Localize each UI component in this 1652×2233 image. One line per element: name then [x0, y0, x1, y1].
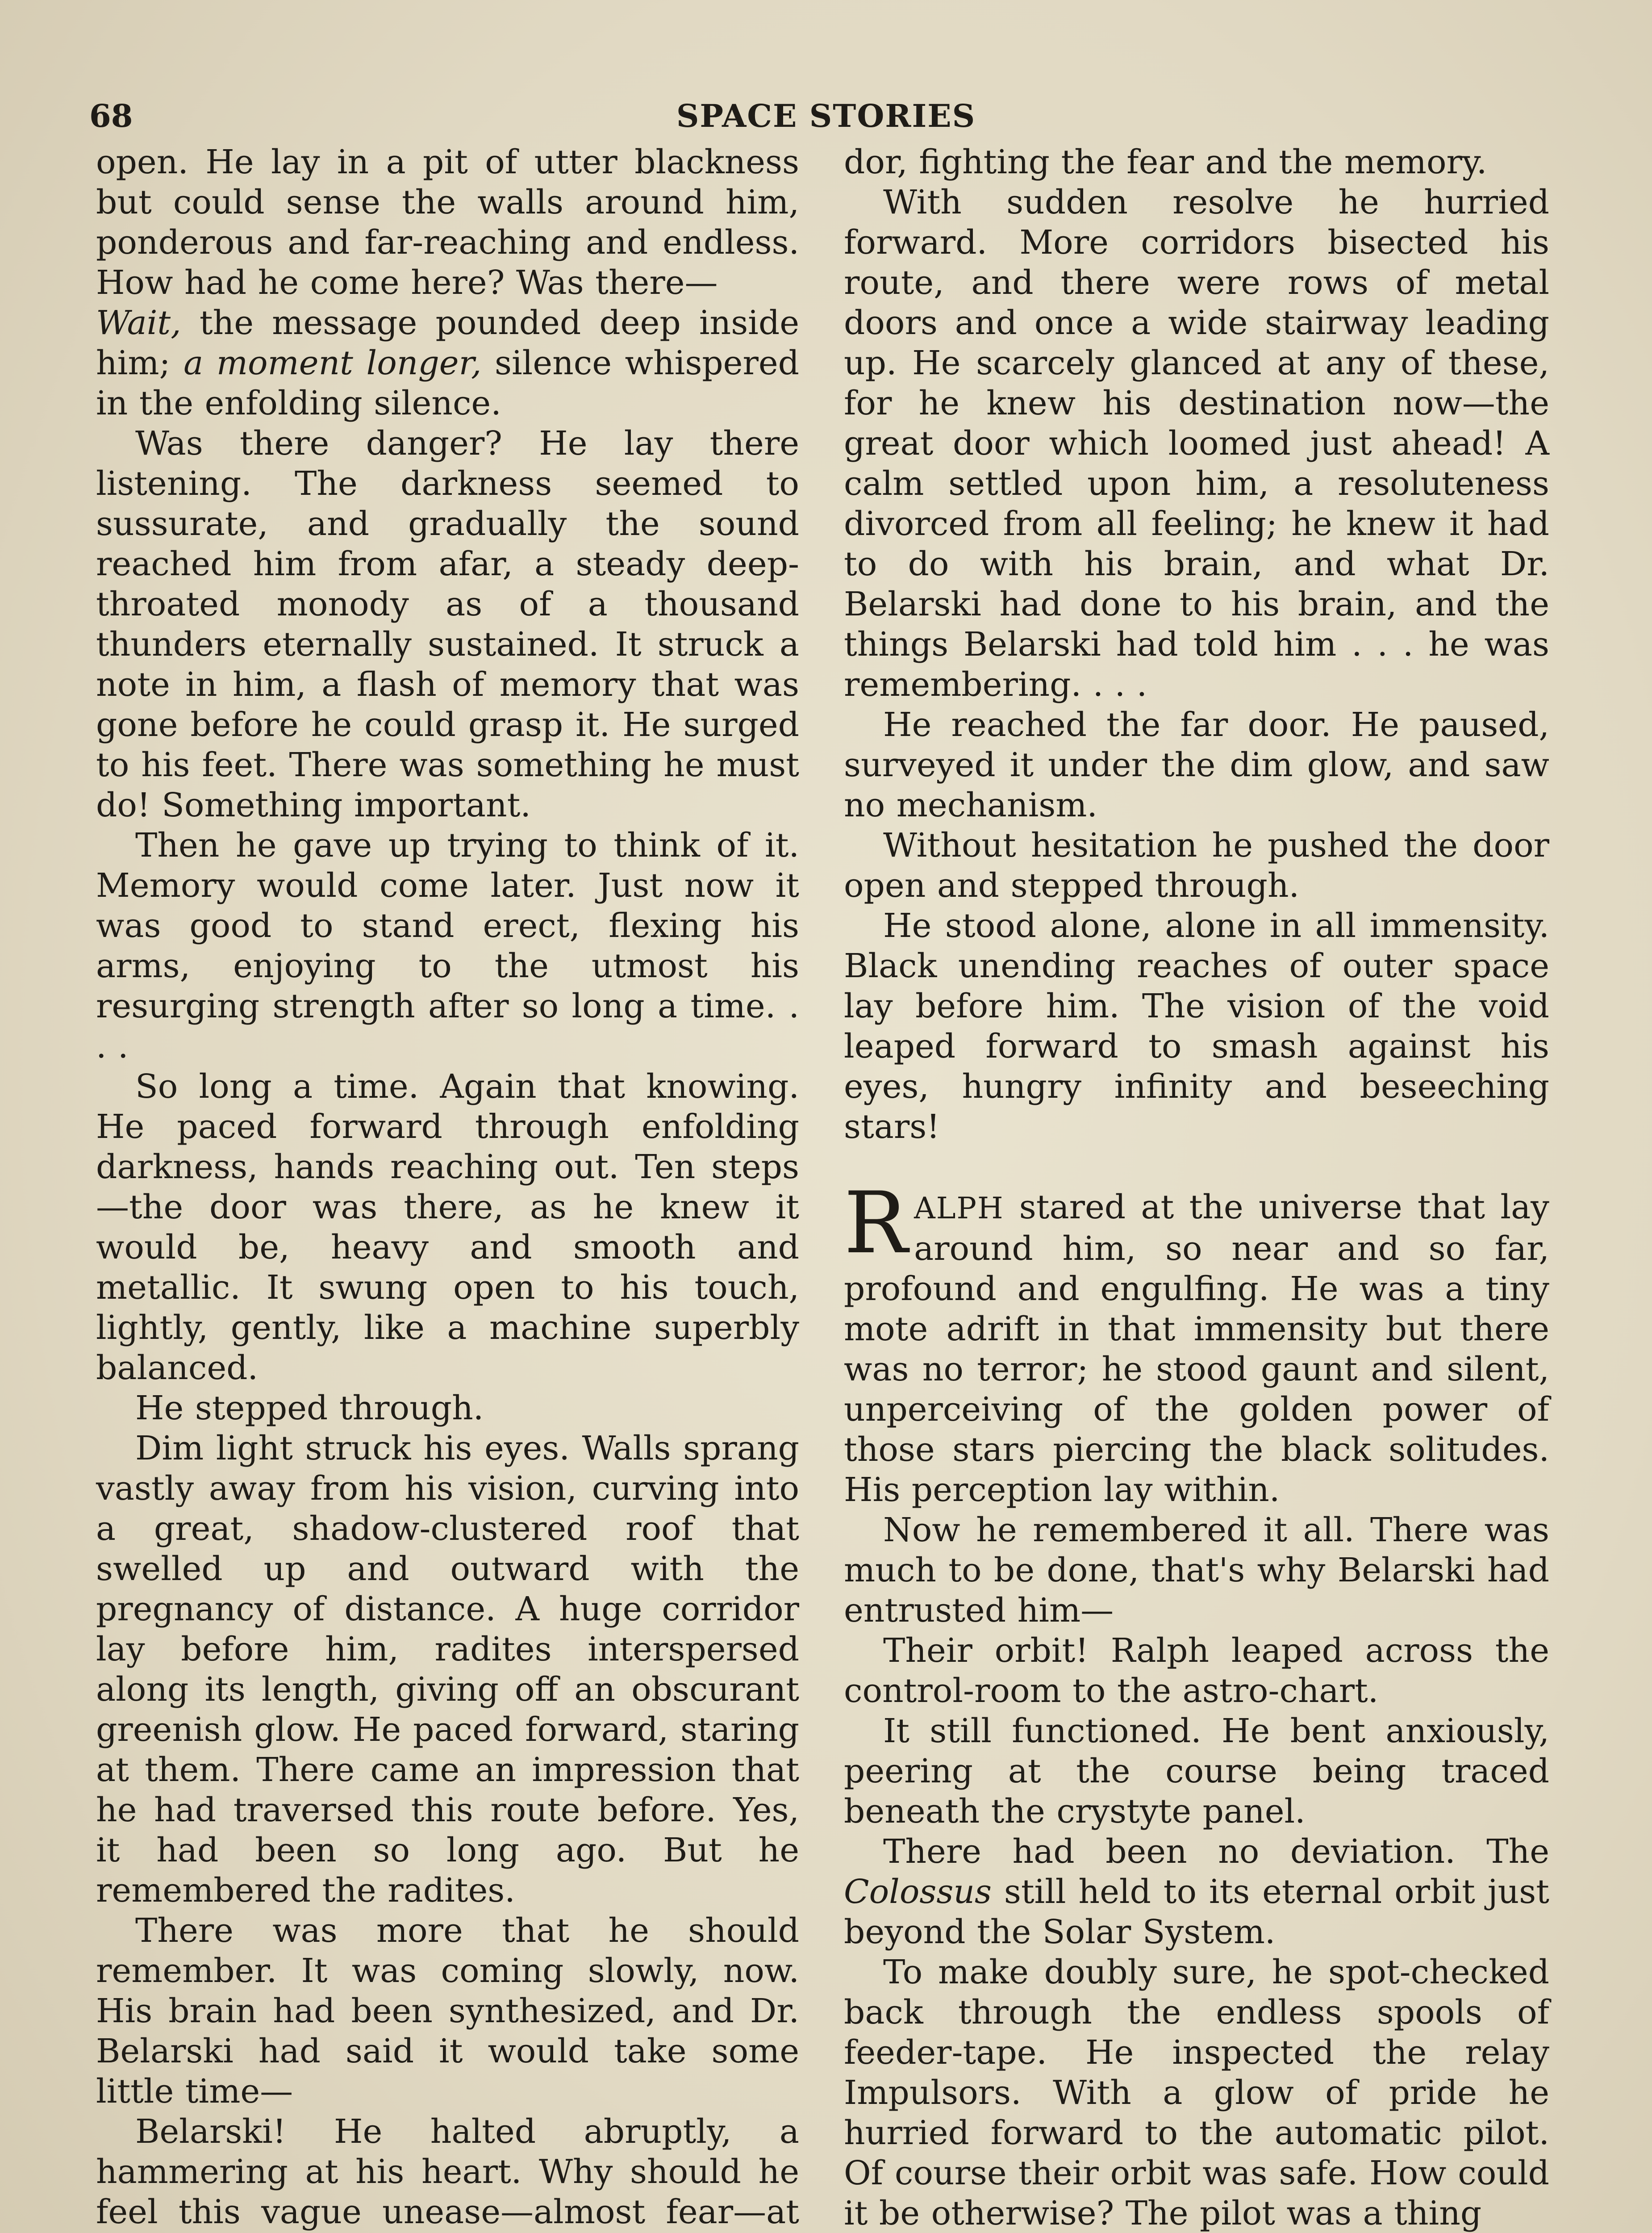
italic-text: Wait,	[96, 304, 181, 342]
paragraph: He stood alone, alone in all immensity. Black unending reaches of outer space lay before him. The vision of the void leaped forward to smash against his eyes, hungry infinity and beseeching stars!	[844, 907, 1549, 1146]
italic-text: Colossus	[844, 1873, 992, 1911]
drop-cap: R	[844, 1174, 908, 1272]
paragraph: dor, fighting the fear and the memory.	[844, 143, 1487, 181]
paragraph: Then he gave up trying to think of it. Memory would come later. Just now it was good to stand erect, flexing his arms, enjoying to the utmost his resurging strength after so long a time. . . .	[96, 826, 799, 1066]
left-column	[96, 142, 799, 2233]
paragraph: He reached the far door. He paused, surveyed it under the dim glow, and saw no mechanism.	[844, 706, 1549, 824]
page-number: 68	[89, 97, 133, 134]
paragraph-text: open. He lay in a pit of utter blackness but could sense the walls around him, ponderous and far-reaching and endless. How had he come here? Was there—	[96, 143, 799, 302]
paragraph: With sudden resolve he hurried forward. More corridors bisected his route, and there were rows of metal doors and once a wide stairway leading up. He scarcely glanced at any of these, for he knew his destination now—the great door which loomed just ahead! A calm settled upon him, a resoluteness divorced from all feeling; he knew it had to do with his brain, and what Dr. Belarski had done to his brain, and the things Belarski had told him . . . he was remembering. . . .	[844, 183, 1549, 704]
paragraph: It still functioned. He bent anxiously, peering at the course being traced beneath the crystyte panel.	[844, 1712, 1549, 1831]
paragraph: He stepped through.	[135, 1389, 484, 1427]
right-column	[844, 142, 1549, 2233]
paragraph: Now he remembered it all. There was much to be done, that's why Belarski had entrusted him—	[844, 1511, 1549, 1630]
paragraph	[844, 1832, 1549, 1952]
paragraph: Their orbit! Ralph leaped across the control-room to the astro-chart.	[844, 1631, 1549, 1710]
paragraph-text: still held to its eternal orbit just beyond the Solar System.	[844, 1873, 1549, 1951]
paragraph-text: silence whispered in the enfolding silence.	[96, 344, 799, 422]
paragraph-text: There had been no deviation. The	[883, 1832, 1549, 1871]
section-opening-paragraph	[844, 1174, 1549, 1510]
running-title: SPACE STORIES	[676, 97, 976, 134]
paragraph: So long a time. Again that knowing. He paced forward through enfolding darkness, hands reaching out. Ten steps—the door was there, as he knew it would be, heavy and smooth and metallic. It swung open to his touch, lightly, gently, like a machine superbly balanced.	[96, 1067, 799, 1387]
paragraph: To make doubly sure, he spot-checked back through the endless spools of feeder-tape. He inspected the relay Impulsors. With a glow of pride he hurried forward to the automatic pilot. Of course their orbit was safe. How could it be otherwise? The pilot was a thing	[844, 1953, 1549, 2233]
italic-text: a moment longer,	[184, 344, 482, 382]
paragraph: There was more that he should remember. It was coming slowly, now. His brain had been synthesized, and Dr. Belarski had said it would take some little time—	[96, 1911, 799, 2111]
paragraph: Belarski! He halted abruptly, a hammering at his heart. Why should he feel this vague unease—almost fear—at	[96, 2112, 799, 2231]
small-caps-name: ALPH	[914, 1191, 1004, 1225]
paragraph: Dim light struck his eyes. Walls sprang vastly away from his vision, curving into a great, shadow-clustered roof that swelled up and outward with the pregnancy of distance. A huge corridor lay before him, radites interspersed along its length, giving off an obscurant greenish glow. He paced forward, staring at them. There came an impression that he had traversed this route before. Yes, it had been so long ago. But he remembered the radites.	[96, 1429, 799, 1910]
paragraph: Was there danger? He lay there listening. The darkness seemed to sussurate, and gradually the sound reached him from afar, a steady deep-throated monody as of a thousand thunders eternally sustained. It struck a note in him, a flash of memory that was gone before he could grasp it. He surged to his feet. There was something he must do! Something important.	[96, 424, 799, 824]
paragraph-text: the message pounded deep inside him;	[96, 304, 799, 382]
paragraph	[96, 142, 799, 423]
paragraph: Without hesitation he pushed the door open and stepped through.	[844, 826, 1549, 905]
page-header	[89, 92, 1563, 141]
paragraph-text: stared at the universe that lay around him, so near and so far, profound and engulfing. He was a tiny mote adrift in that immensity but there was no terror; he stood gaunt and silent, unperceiving of the golden power of those stars piercing the black solitudes. His perception lay within.	[844, 1188, 1549, 1509]
